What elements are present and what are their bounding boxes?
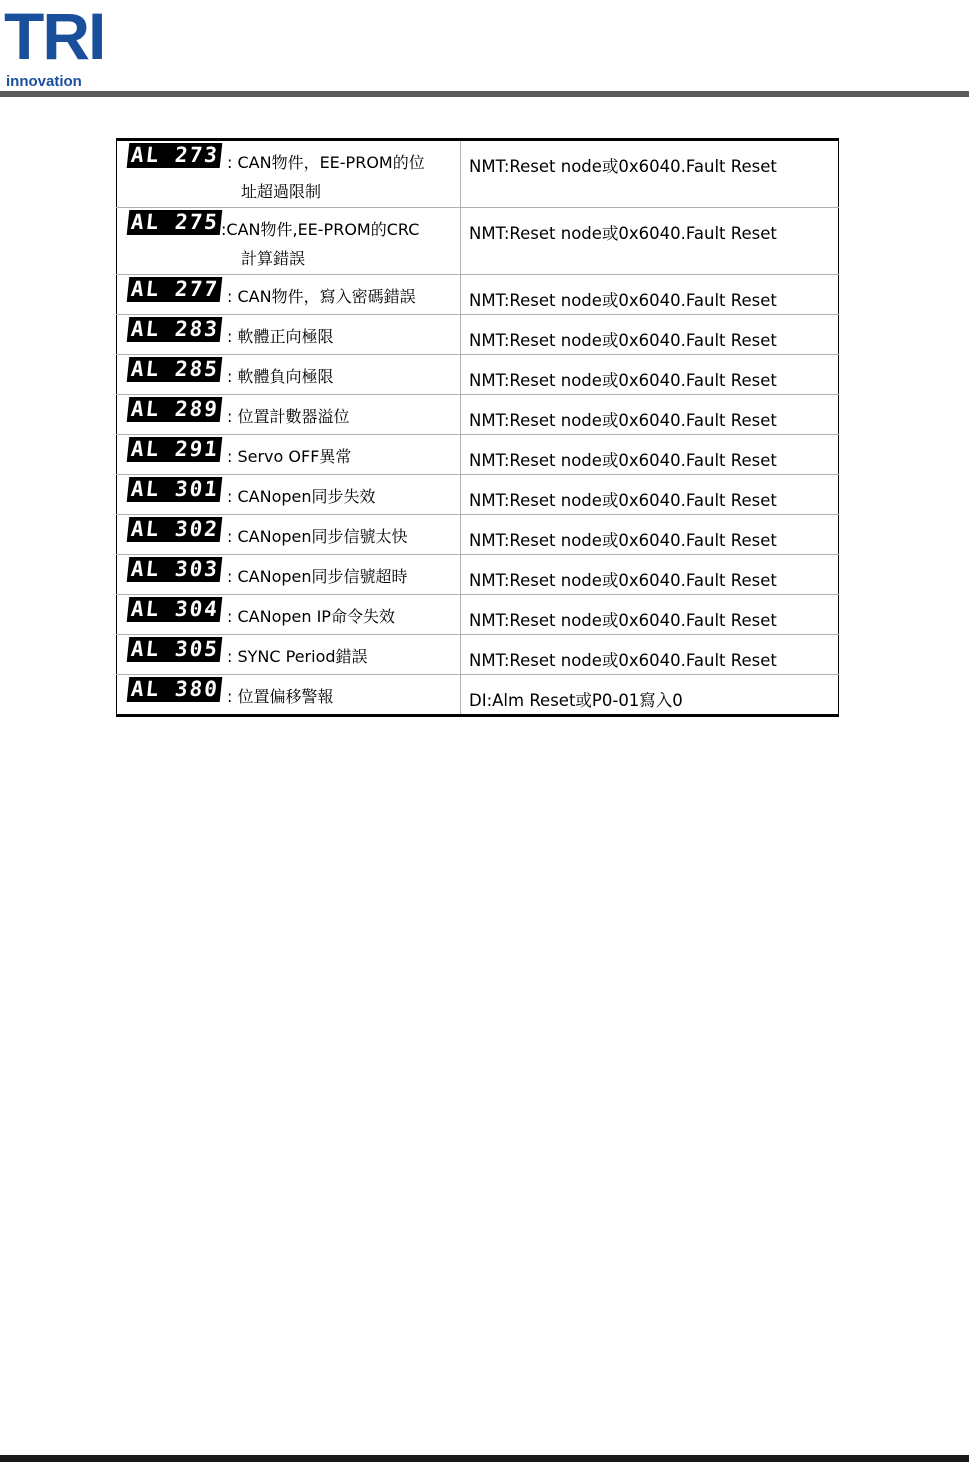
alarm-action-cell xyxy=(461,555,839,595)
table-row xyxy=(117,435,839,475)
alarm-description-continued: 計算錯誤 xyxy=(241,249,306,268)
header-divider xyxy=(0,91,969,97)
alarm-code-cell xyxy=(117,395,461,435)
alarm-action: NMT:Reset node或0x6040.Fault Reset xyxy=(469,411,777,430)
alarm-action: NMT:Reset node或0x6040.Fault Reset xyxy=(469,224,777,243)
alarm-code-cell xyxy=(117,635,461,675)
alarm-code-display: AL 283 xyxy=(127,317,223,342)
table-row xyxy=(117,140,839,208)
footer-divider xyxy=(0,1455,969,1462)
table-row xyxy=(117,595,839,635)
alarm-code-cell xyxy=(117,595,461,635)
alarm-code-cell xyxy=(117,140,461,208)
alarm-action: NMT:Reset node或0x6040.Fault Reset xyxy=(469,531,777,550)
alarm-action-cell xyxy=(461,208,839,275)
table-row xyxy=(117,475,839,515)
company-logo xyxy=(4,0,116,90)
alarm-description: : 軟體正向極限 xyxy=(227,327,334,346)
alarm-description: : 位置計數器溢位 xyxy=(227,407,350,426)
alarm-action-cell xyxy=(461,675,839,716)
alarm-code-display: AL 289 xyxy=(127,397,223,422)
table-row xyxy=(117,675,839,716)
alarm-description: : Servo OFF異常 xyxy=(227,447,352,466)
alarm-action-cell xyxy=(461,595,839,635)
alarm-description: : 軟體負向極限 xyxy=(227,367,334,386)
alarm-code-display: AL 380 xyxy=(127,677,223,702)
table-row xyxy=(117,555,839,595)
alarm-description: : SYNC Period錯誤 xyxy=(227,647,368,666)
alarm-action-cell xyxy=(461,635,839,675)
alarm-code-cell xyxy=(117,555,461,595)
alarm-code-cell xyxy=(117,675,461,716)
alarm-description: : 位置偏移警報 xyxy=(227,687,334,706)
alarm-code-display: AL 302 xyxy=(127,517,223,542)
alarm-action-cell xyxy=(461,355,839,395)
alarm-description: : CAN物件，EE-PROM的位 xyxy=(227,153,425,172)
alarm-code-display: AL 285 xyxy=(127,357,223,382)
alarm-code-cell xyxy=(117,435,461,475)
table-row xyxy=(117,515,839,555)
alarm-action: NMT:Reset node或0x6040.Fault Reset xyxy=(469,571,777,590)
alarm-action-cell xyxy=(461,140,839,208)
alarm-description: : CAN物件，寫入密碼錯誤 xyxy=(227,287,416,306)
alarm-code-cell xyxy=(117,275,461,315)
alarm-description: :CAN物件,EE-PROM的CRC xyxy=(221,220,420,239)
alarm-code-display: AL 277 xyxy=(127,277,223,302)
alarm-code-display: AL 275 xyxy=(127,210,223,235)
alarm-description: : CANopen同步信號太快 xyxy=(227,527,408,546)
table-row xyxy=(117,395,839,435)
table-row xyxy=(117,355,839,395)
alarm-code-cell xyxy=(117,515,461,555)
logo-wordmark: TRI xyxy=(4,0,105,73)
alarm-description: : CANopen同步失效 xyxy=(227,487,376,506)
alarm-action: NMT:Reset node或0x6040.Fault Reset xyxy=(469,331,777,350)
alarm-action-cell xyxy=(461,435,839,475)
alarm-code-display: AL 303 xyxy=(127,557,223,582)
alarm-action-cell xyxy=(461,275,839,315)
alarm-action: NMT:Reset node或0x6040.Fault Reset xyxy=(469,291,777,310)
alarm-action: NMT:Reset node或0x6040.Fault Reset xyxy=(469,451,777,470)
alarm-description-continued: 址超過限制 xyxy=(241,182,322,201)
alarm-action-cell xyxy=(461,315,839,355)
alarm-description: : CANopen同步信號超時 xyxy=(227,567,408,586)
alarm-action: NMT:Reset node或0x6040.Fault Reset xyxy=(469,157,777,176)
table-row xyxy=(117,275,839,315)
alarm-code-cell xyxy=(117,208,461,275)
alarm-action: NMT:Reset node或0x6040.Fault Reset xyxy=(469,371,777,390)
table-row xyxy=(117,635,839,675)
alarm-action: NMT:Reset node或0x6040.Fault Reset xyxy=(469,491,777,510)
alarm-action: DI:Alm Reset或P0-01寫入0 xyxy=(469,691,683,710)
alarm-action-cell xyxy=(461,475,839,515)
alarm-action-cell xyxy=(461,515,839,555)
alarm-action: NMT:Reset node或0x6040.Fault Reset xyxy=(469,651,777,670)
alarm-code-cell xyxy=(117,315,461,355)
alarm-code-cell xyxy=(117,475,461,515)
alarm-description: : CANopen IP命令失效 xyxy=(227,607,395,626)
logo-tagline: innovation xyxy=(6,73,82,90)
alarm-code-display: AL 304 xyxy=(127,597,223,622)
alarm-code-cell xyxy=(117,355,461,395)
alarm-code-display: AL 273 xyxy=(127,143,223,168)
table-row xyxy=(117,315,839,355)
alarm-code-display: AL 305 xyxy=(127,637,223,662)
alarm-action-cell xyxy=(461,395,839,435)
alarm-code-display: AL 291 xyxy=(127,437,223,462)
alarm-table xyxy=(116,138,839,717)
alarm-action: NMT:Reset node或0x6040.Fault Reset xyxy=(469,611,777,630)
alarm-code-display: AL 301 xyxy=(127,477,223,502)
table-row xyxy=(117,208,839,275)
